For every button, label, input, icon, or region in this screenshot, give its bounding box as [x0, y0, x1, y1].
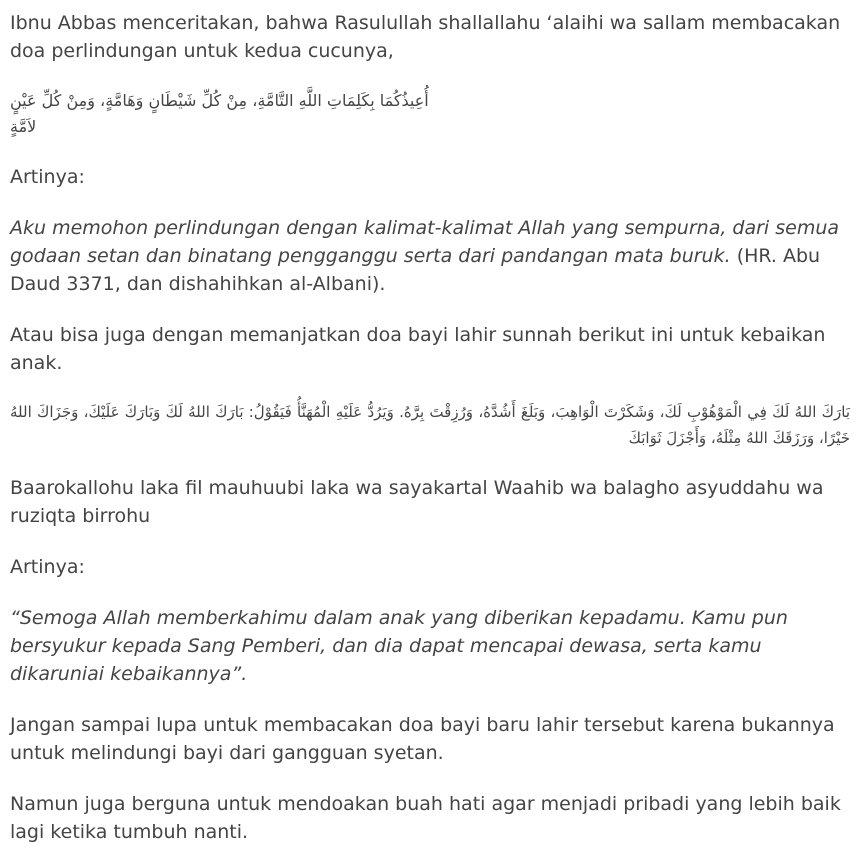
closing-paragraph: Namun juga berguna untuk mendoakan buah hati agar menjadi pribadi yang lebih baik lagi ketika tumbuh nanti.: [10, 793, 841, 843]
arabic-prayer-protection: أُعِيذُكُمَا بِكَلِمَاتِ اللَّهِ التَّامَّةِ، مِنْ كُلِّ شَيْطَانٍ وَهَامَّةٍ، وَمِنْ كُلِّ عَيْنٍ لاَمَّةٍ: [10, 91, 429, 136]
sunnah-intro-paragraph: Atau bisa juga dengan memanjatkan doa bayi lahir sunnah berikut ini untuk kebaikan anak.: [10, 324, 826, 374]
transliteration-paragraph: Baarokallohu laka fil mauhuubi laka wa sayakartal Waahib wa balagho asyuddahu wa ruziqta birrohu: [10, 477, 824, 527]
intro-paragraph: Ibnu Abbas menceritakan, bahwa Rasulullah shallallahu ‘alaihi wa sallam membacakan doa perlindungan untuk kedua cucunya,: [10, 12, 841, 62]
artinya-label-2: Artinya:: [10, 556, 85, 578]
artinya-label-1: Artinya:: [10, 166, 85, 188]
translation-paragraph-1: [10, 214, 850, 298]
translation-paragraph-2: “Semoga Allah memberkahimu dalam anak yang diberikan kepadamu. Kamu pun bersyukur kepada Sang Pemberi, dan dia dapat mencapai dewasa, serta kamu dikaruniai kebaikannya”.: [10, 607, 788, 685]
arabic-prayer-newborn: بَارَكَ اللهُ لَكَ فِي الْمَوْهُوْبِ لَكَ، وَشَكَرْتَ الْوَاهِبَ، وَبَلَغَ أَشُدَّهُ، وَرُزِقْتَ بِرَّهُ. وَيَرُدُّ عَلَيْهِ الْمُهَنَّأُ فَيَقُوْلُ: بَارَكَ اللهُ لَكَ وَبَارَكَ عَلَيْكَ، وَجَزَاكَ اللهُ خَيْرًا، وَرَزَقَكَ اللهُ مِثْلَهُ، وَأَجْزَلَ ثَوَابَكَ: [10, 403, 850, 447]
reminder-paragraph: Jangan sampai lupa untuk membacakan doa bayi baru lahir tersebut karena bukannya untuk melindungi bayi dari gangguan syetan.: [10, 714, 835, 764]
translation-text-1: Aku memohon perlindungan dengan kalimat-kalimat Allah yang sempurna, dari semua godaan setan dan binatang pengganggu serta dari pandangan mata buruk.: [10, 217, 840, 267]
hadith-source: (HR. Abu Daud 3371, dan dishahihkan al-Albani).: [10, 245, 821, 295]
